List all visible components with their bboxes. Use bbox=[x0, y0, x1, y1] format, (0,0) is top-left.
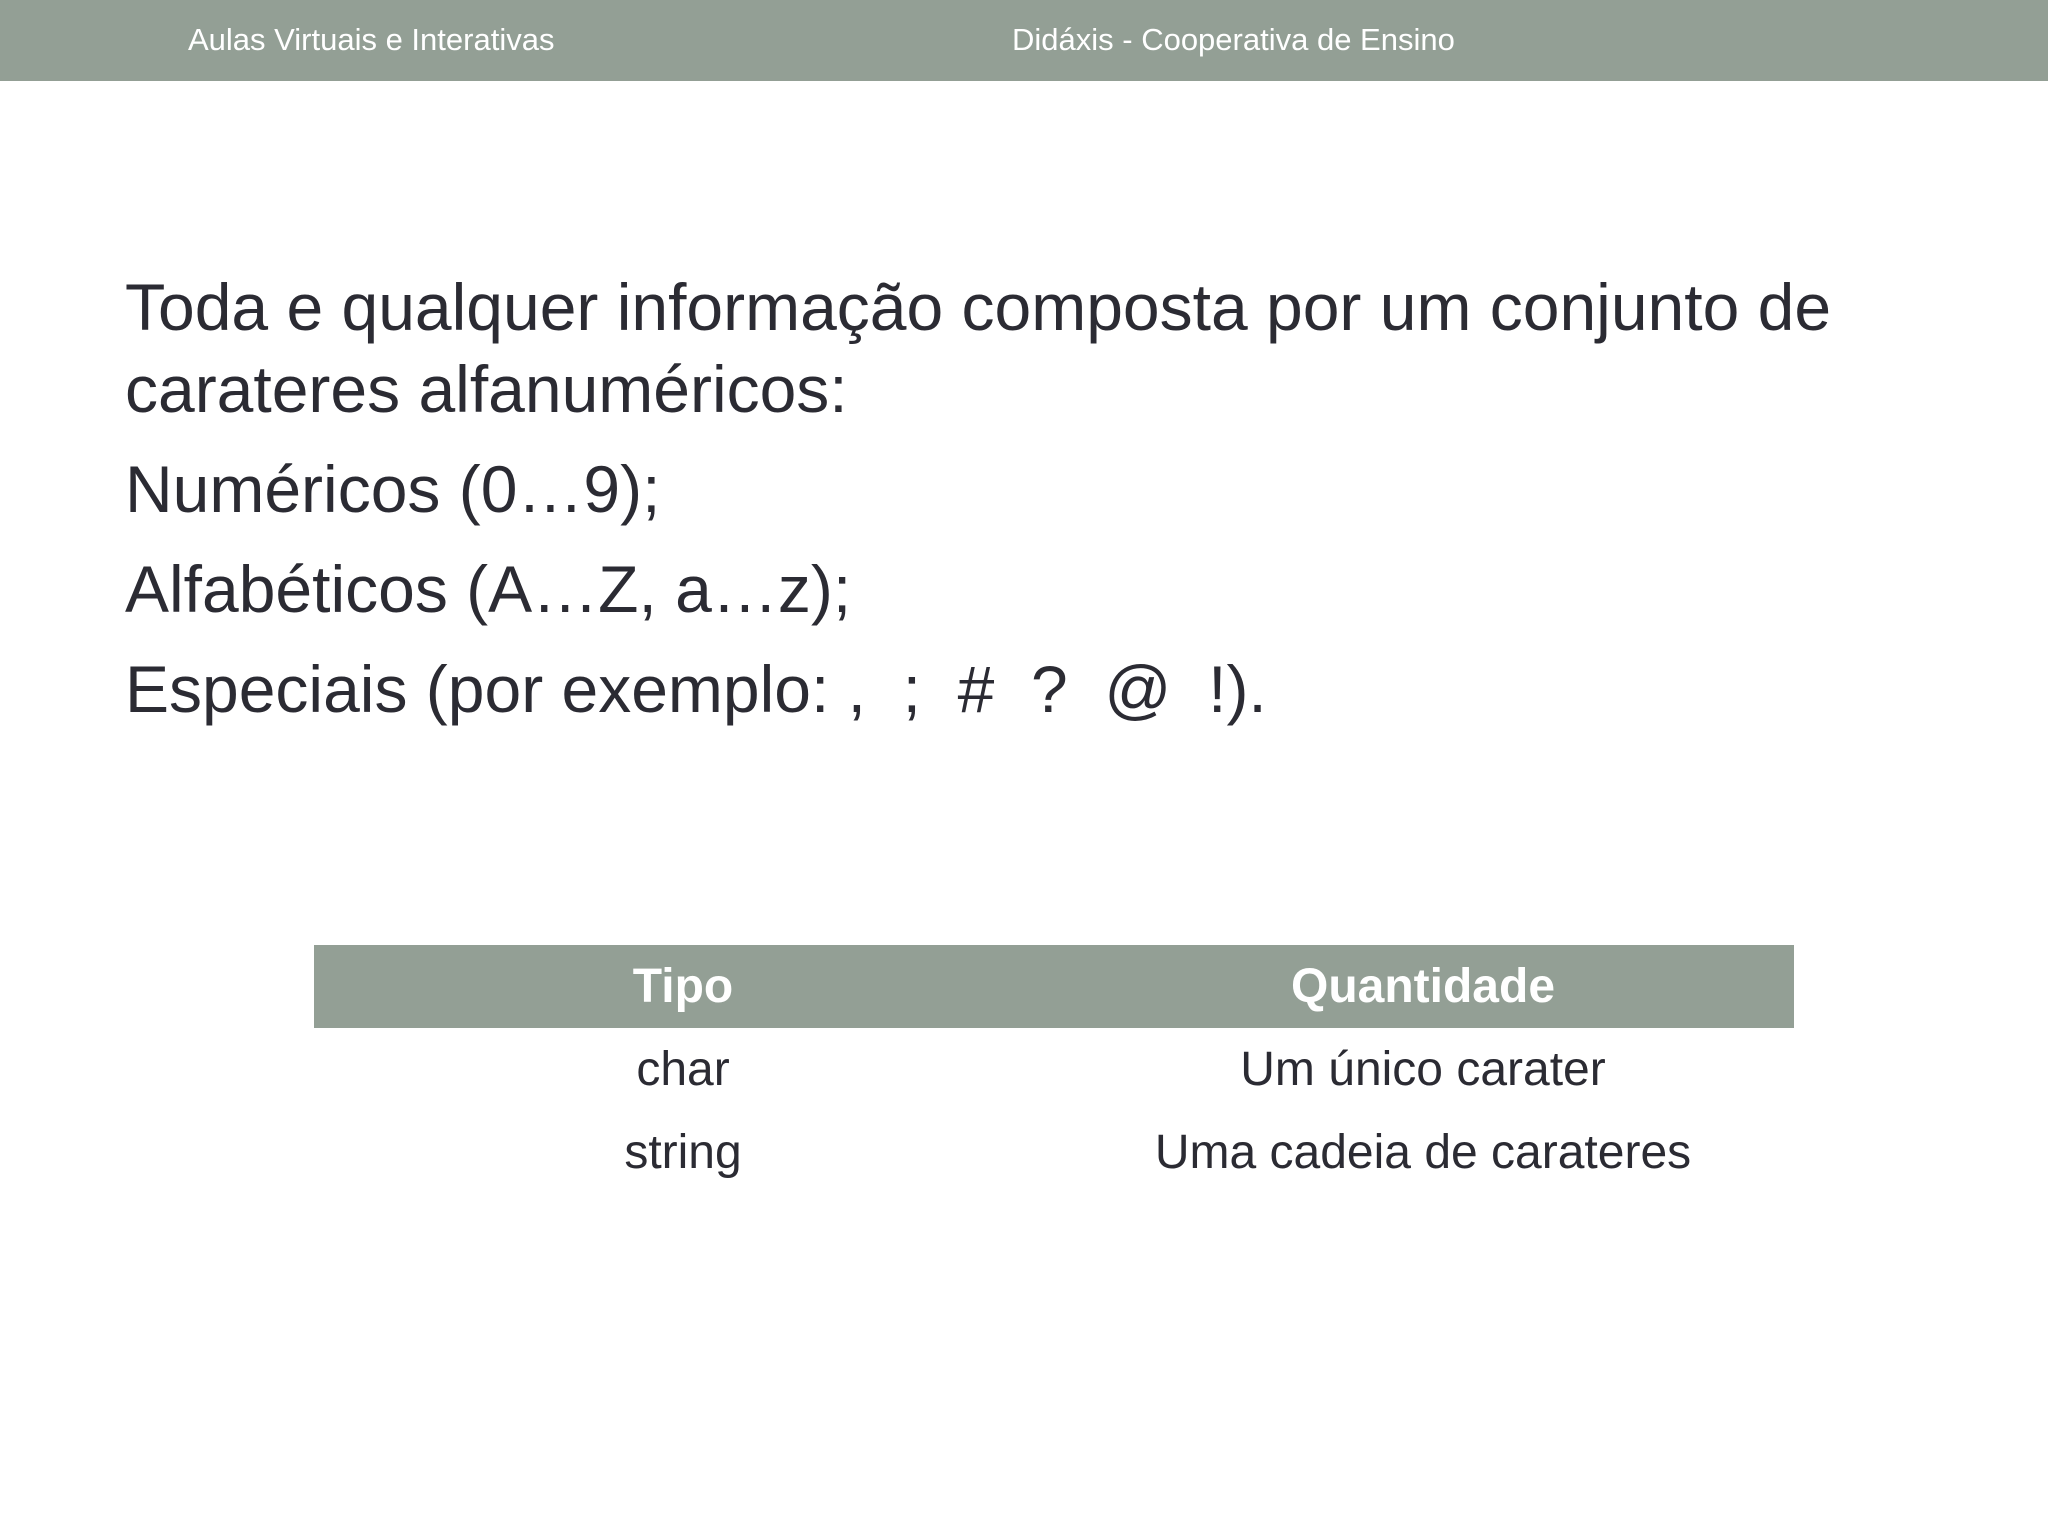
header-bar bbox=[0, 0, 2048, 81]
table-cell-tipo: char bbox=[636, 1043, 730, 1096]
table-cell-quantidade: Um único carater bbox=[1240, 1043, 1606, 1096]
table-header-row bbox=[314, 945, 1794, 1028]
table-cell-tipo: string bbox=[624, 1126, 742, 1179]
table-row bbox=[314, 1028, 1794, 1111]
slide-body bbox=[125, 266, 2005, 730]
intro-paragraph: Toda e qualquer informação composta por um conjunto de carateres alfanuméricos: bbox=[125, 270, 1832, 426]
list-item-especiais: Especiais (por exemplo: , ; # ? @ !). bbox=[125, 652, 1267, 726]
list-item-numericos: Numéricos (0…9); bbox=[125, 452, 661, 526]
types-table bbox=[314, 945, 1794, 1194]
table-header-quantidade: Quantidade bbox=[1052, 945, 1794, 1028]
table-header-tipo: Tipo bbox=[314, 945, 1052, 1028]
list-item-alfabeticos: Alfabéticos (A…Z, a…z); bbox=[125, 552, 852, 626]
table-row bbox=[314, 1111, 1794, 1194]
header-left-text: Aulas Virtuais e Interativas bbox=[188, 22, 555, 57]
table-cell-quantidade: Uma cadeia de carateres bbox=[1154, 1126, 1692, 1179]
header-right-text: Didáxis - Cooperativa de Ensino bbox=[1012, 22, 1455, 57]
